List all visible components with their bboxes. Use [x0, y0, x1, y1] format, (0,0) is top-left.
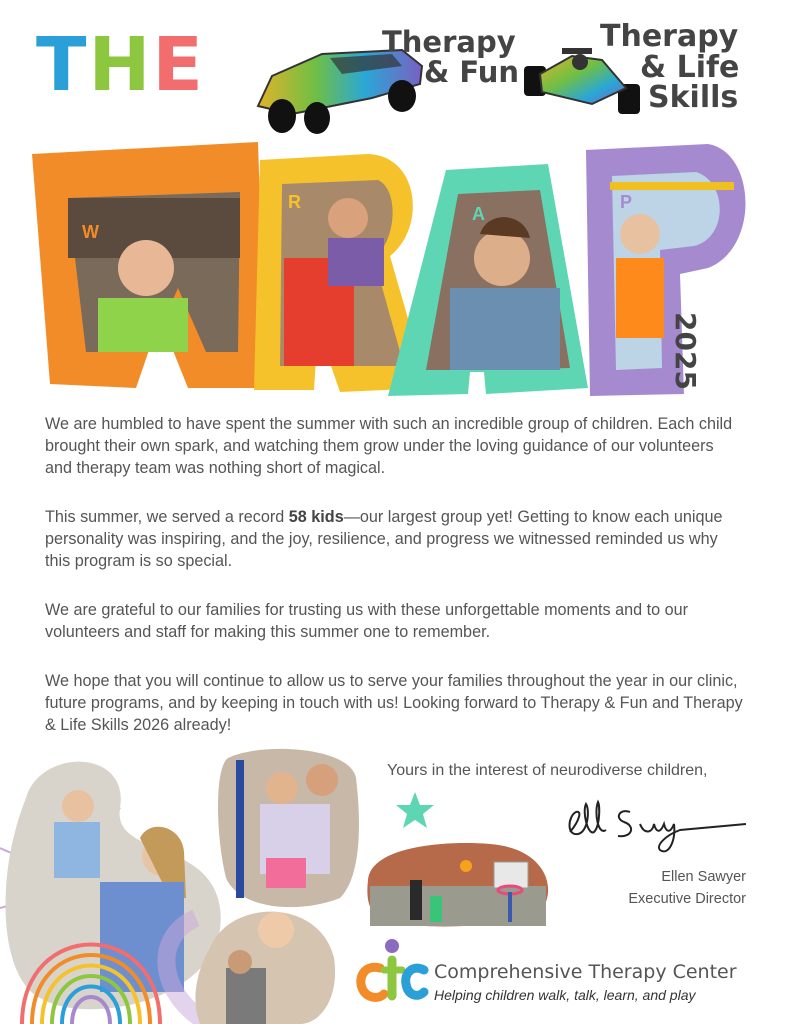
- wrap-letter-a-glyph: A: [472, 204, 485, 224]
- wrap-letter-r-glyph: R: [288, 192, 301, 212]
- the-letter-e: E: [152, 22, 205, 108]
- paragraph-3: We are grateful to our families for trusting us with these unforgettable moments and to our volunteers and staff for making this summer one to remember.: [45, 601, 689, 641]
- wrap-letter-w-glyph: W: [82, 222, 99, 242]
- program2-line1: Therapy: [600, 19, 739, 54]
- signatory: [628, 866, 746, 910]
- program2-line2: & Life: [640, 49, 740, 85]
- the-letter-t: T: [36, 22, 89, 108]
- the-heading: [36, 22, 205, 108]
- program1-line2: & Fun: [424, 54, 520, 89]
- paragraph-2-end: —our largest group yet! Getting to know each unique personality was inspiring, and the joy, resilience, and progress we witnessed reminded us why this program is so special.: [45, 508, 723, 570]
- org-tagline: Helping children walk, talk, learn, and play: [434, 987, 696, 1003]
- wrap-letter-p-glyph: P: [620, 192, 633, 212]
- paragraph-2-start: This summer, we served a record: [45, 508, 289, 526]
- closing-line: Yours in the interest of neurodiverse children,: [387, 762, 708, 779]
- photo-collage: [0, 748, 392, 1024]
- signature: [560, 790, 750, 860]
- program-therapy-life-skills: [600, 19, 740, 116]
- the-letter-h: H: [88, 22, 153, 108]
- wrap-title: [28, 138, 758, 400]
- photo-blob-2: [218, 749, 359, 907]
- signatory-title: Executive Director: [628, 891, 746, 907]
- program2-line3: Skills: [648, 80, 739, 116]
- photo-blob-basketball: [360, 840, 552, 930]
- org-name: Comprehensive Therapy Center: [434, 961, 737, 983]
- ctc-logo-icon: [354, 938, 430, 1004]
- wrap-letter-p: [586, 144, 746, 396]
- year-label: 2025: [669, 312, 702, 390]
- star-icon: [394, 790, 436, 830]
- paragraph-1: We are humbled to have spent the summer with such an incredible group of children. Each child brought their own spark, and watching them grow under the loving guidance of our volunteers and therapy team was nothing short of magical.: [45, 415, 733, 477]
- paragraph-4: We hope that you will continue to allow us to serve your families throughout the year in our clinic, future programs, and by keeping in touch with us! Looking forward to Therapy & Fun and Therapy & Life Skills 2026 already!: [45, 672, 743, 734]
- signatory-name: Ellen Sawyer: [661, 869, 746, 885]
- program1-line1: Therapy: [382, 25, 516, 59]
- program-therapy-fun: [382, 25, 520, 89]
- wrap-letter-w: [32, 142, 266, 388]
- paragraph-2: [45, 506, 745, 572]
- paragraph-2-bold: 58 kids: [288, 508, 344, 526]
- wrap-letter-a: [388, 164, 588, 396]
